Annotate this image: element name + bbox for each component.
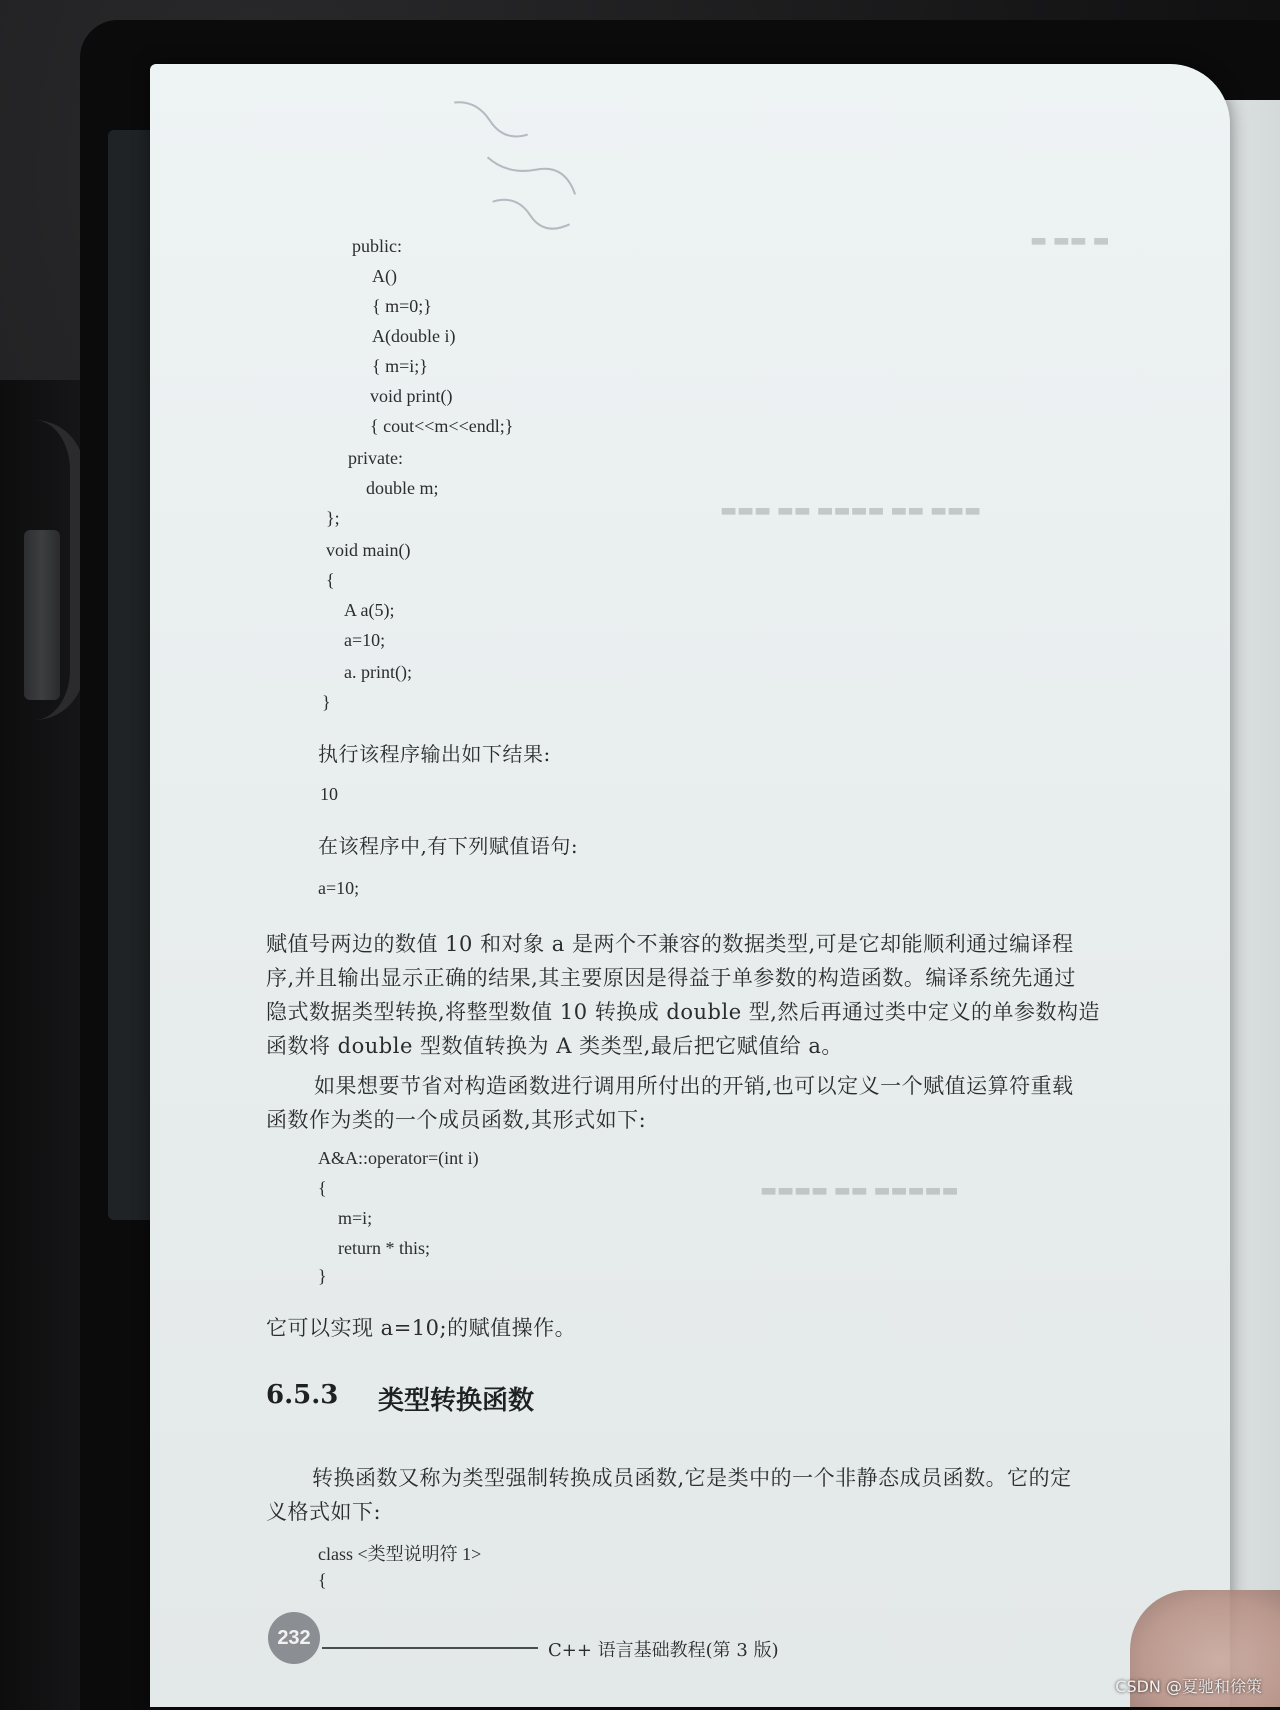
code-line: A(double i): [372, 326, 456, 346]
output-intro-text: 执行该程序输出如下结果:: [318, 742, 551, 766]
code-line: { m=0;}: [372, 296, 432, 316]
code-line: a=10;: [344, 630, 386, 650]
code-line: A&A::operator=(int i): [318, 1148, 479, 1168]
assign-statement: a=10;: [318, 878, 360, 898]
code-line: A(): [372, 266, 397, 286]
bleed-through-text: ▬▬▬ ▬▬ ▬▬▬▬ ▬▬ ▬▬▬: [720, 500, 981, 521]
section-title: 类型转换函数: [378, 1386, 535, 1416]
page-number: 232: [268, 1612, 320, 1664]
paragraph-line: 赋值号两边的数值 10 和对象 a 是两个不兼容的数据类型,可是它却能顺利通过编译程: [266, 932, 1074, 956]
code-line: {: [318, 1178, 327, 1198]
book-page: [150, 64, 1230, 1707]
bleed-through-text: ▬▬▬▬ ▬▬ ▬▬▬▬▬: [760, 1180, 959, 1201]
code-line: }: [322, 692, 331, 712]
code-line: A a(5);: [344, 600, 395, 620]
code-line: }: [318, 1266, 327, 1286]
code-line: };: [326, 508, 340, 528]
code-line: { m=i;}: [372, 356, 428, 376]
paragraph-line: 函数作为类的一个成员函数,其形式如下:: [266, 1108, 647, 1132]
paragraph-line: 转换函数又称为类型强制转换成员函数,它是类中的一个非静态成员函数。它的定: [312, 1466, 1072, 1490]
code-line: class <类型说明符 1>: [318, 1544, 482, 1564]
code-line: void print(): [370, 386, 453, 406]
footer-rule: [322, 1647, 538, 1649]
paragraph-line: 如果想要节省对构造函数进行调用所付出的开销,也可以定义一个赋值运算符重载: [314, 1074, 1074, 1098]
output-value: 10: [320, 784, 338, 804]
paragraph-line: 序,并且输出显示正确的结果,其主要原因是得益于单参数的构造函数。编译系统先通过: [266, 966, 1076, 990]
paragraph-line: 隐式数据类型转换,将整型数值 10 转换成 double 型,然后再通过类中定义的单参数构造: [266, 1000, 1100, 1024]
code-line: void main(): [326, 540, 411, 560]
code-line: m=i;: [338, 1208, 373, 1228]
section-number: 6.5.3: [266, 1380, 339, 1410]
cable-plug: [24, 530, 60, 700]
code-line: return * this;: [338, 1238, 430, 1258]
result-text: 它可以实现 a=10;的赋值操作。: [266, 1316, 577, 1340]
code-line: public:: [352, 236, 402, 256]
paragraph-line: 义格式如下:: [266, 1500, 382, 1524]
book-title: C++ 语言基础教程(第 3 版): [548, 1640, 779, 1661]
code-line: {: [326, 570, 335, 590]
code-line: private:: [348, 448, 403, 468]
code-line: { cout<<m<<endl;}: [370, 416, 514, 436]
watermark: CSDN @夏驰和徐策: [1115, 1677, 1262, 1696]
code-line: {: [318, 1570, 327, 1590]
code-line: a. print();: [344, 662, 412, 682]
bleed-through-text: ▬ ▬▬ ▬: [1030, 230, 1110, 251]
assign-intro-text: 在该程序中,有下列赋值语句:: [318, 834, 579, 858]
code-line: double m;: [366, 478, 439, 498]
paragraph-line: 函数将 double 型数值转换为 A 类类型,最后把它赋值给 a。: [266, 1034, 843, 1058]
